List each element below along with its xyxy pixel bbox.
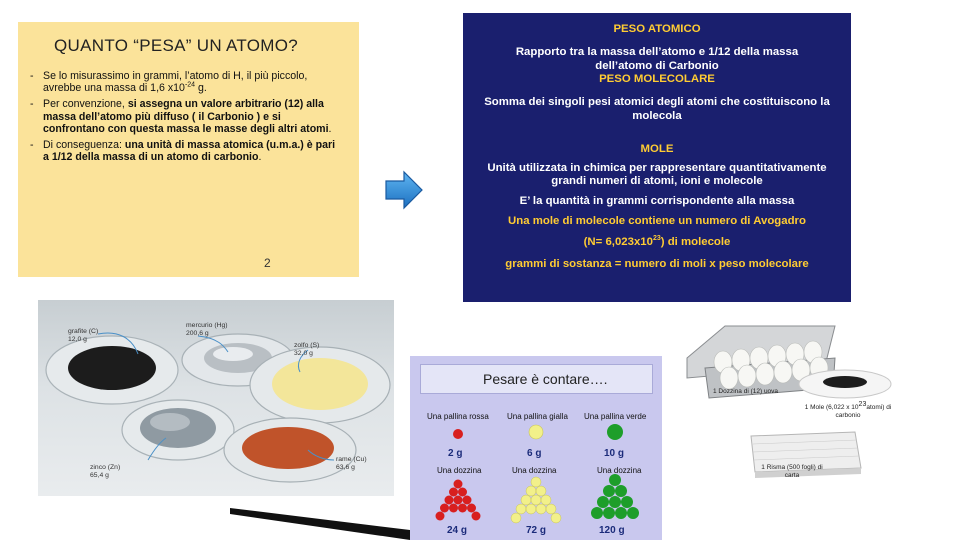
mass-dozen-green: 120 g <box>599 525 625 536</box>
bullet-item: - Per convenzione, si assegna un valore arbitrario (12) alla massa dell’atomo più diffuso ( il Carbonio ) e si confrontano con questa massa le masse degli altri atomi. <box>30 98 332 135</box>
text-avogadro-number: $(N= 6,023x10^{23})$ di molecole <box>583 234 731 248</box>
slide-atom-weight <box>18 22 359 277</box>
label-dozen-red: Una dozzina <box>437 466 482 475</box>
mass-dozen-yellow: 72 g <box>526 525 547 536</box>
text-mole-definition: Unità utilizzata in chimica per rappresentare quantitativamente grandi numeri di atomi, ioni e molecole <box>487 161 827 188</box>
mass-dozen-red: 24 g <box>447 525 468 536</box>
slide-title: QUANTO “PESA” UN ATOMO? <box>54 36 298 55</box>
label-dozen-green: Una dozzina <box>597 466 642 475</box>
text-avogadro: Una mole di molecole contiene un numero di Avogadro <box>508 214 806 227</box>
label-red-ball: Una pallina rossa <box>427 412 489 421</box>
caption-dozen-eggs: 1 Dozzina di (12) uova <box>713 388 779 395</box>
slide-definitions <box>463 13 851 302</box>
label-green-ball: Una pallina verde <box>584 412 647 421</box>
heading-atomic-weight: PESO ATOMICO <box>613 23 701 35</box>
text-mole-mass: E’ la quantità in grammi corrispondente alla massa <box>519 195 795 208</box>
label-grafite: grafite (C) 12,0 g <box>68 328 99 343</box>
page-number: 2 <box>264 256 271 270</box>
formula-moles: grammi di sostanza = numero di moli x peso molecolare <box>505 257 809 270</box>
counting-units-photo <box>685 318 945 540</box>
heading-mole: MOLE <box>640 142 674 155</box>
chemistry-samples-photo <box>38 300 394 496</box>
slide-weighing-counting <box>410 356 662 540</box>
arrow-right-icon <box>384 170 424 210</box>
slide-title: Pesare è contare…. <box>483 371 608 387</box>
text-atomic-weight: Rapporto tra la massa dell’atomo e 1/12 della massa dell’atomo di Carbonio <box>515 45 799 72</box>
label-rame: rame (Cu) 63,6 g <box>336 456 367 471</box>
mass-green-ball: 10 g <box>604 448 625 459</box>
decorative-bar <box>230 508 410 540</box>
mass-yellow-ball: 6 g <box>527 448 542 459</box>
bullet-item: - Di conseguenza: una unità di massa atomica (u.m.a.) è pari a 1/12 della massa di un atomo di carbonio. <box>30 139 336 164</box>
mass-red-ball: 2 g <box>448 448 463 459</box>
text-molecular-weight: Somma dei singoli pesi atomici degli atomi che costituiscono la molecola <box>484 96 830 122</box>
caption-mole-carbon: 1 Mole (6,022 x $10^{23}atomi$) di carbonio <box>804 400 892 419</box>
label-yellow-ball: Una pallina gialla <box>507 412 568 421</box>
heading-molecular-weight: PESO MOLECOLARE <box>599 73 715 86</box>
label-zolfo: zolfo (S) 32,0 g <box>294 342 320 357</box>
egg-carton-carbon-paper-illustration <box>685 318 945 540</box>
caption-ream-paper: 1 Risma (500 fogli) di carta <box>761 464 823 479</box>
bullet-item: - Se lo misurassimo in grammi, l’atomo di H, il più piccolo, avrebbe una massa di 1,6 $x10^{-24}$ g. <box>30 70 308 95</box>
label-zinco: zinco (Zn) 65,4 g <box>90 464 121 479</box>
label-mercurio: mercurio (Hg) 200,6 g <box>186 322 228 337</box>
bullet-list <box>30 70 341 163</box>
label-dozen-yellow: Una dozzina <box>512 466 557 475</box>
